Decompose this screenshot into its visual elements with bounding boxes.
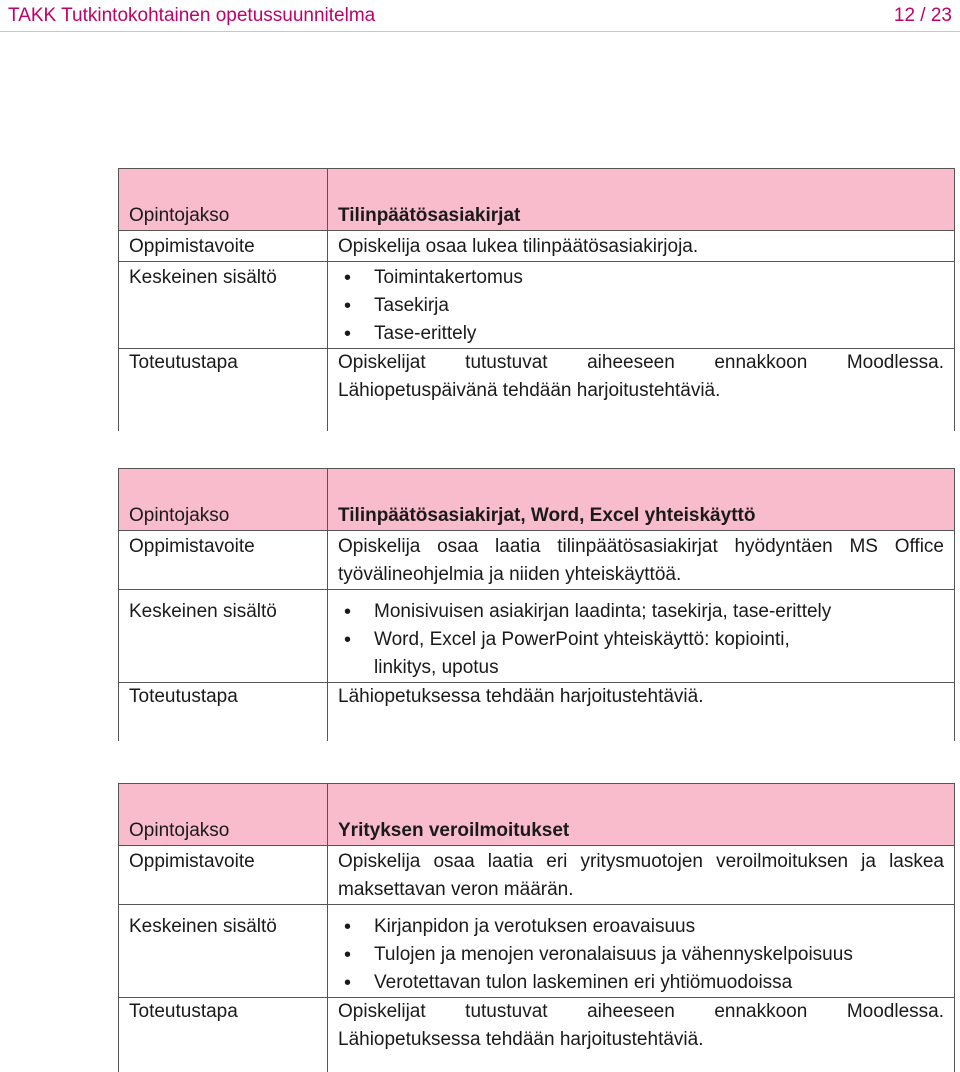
list-item: • Tasekirja [338, 292, 944, 320]
objective-text: Opiskelija osaa lukea tilinpäätösasiakirjoja. [328, 231, 955, 262]
list-item: • Toimintakertomus [338, 264, 944, 292]
course-table [118, 783, 955, 1072]
content-list [328, 590, 955, 683]
page-number: 12 / 23 [893, 5, 952, 26]
method-text: Opiskelijat tutustuvat aiheeseen ennakkoon Moodlessa. Lähiopetuspäivänä tehdään harjoitustehtäviä. [328, 349, 955, 431]
method-label: Toteutustapa [119, 998, 328, 1072]
list-item: • Tase-erittely [338, 320, 944, 348]
document-title: TAKK Tutkintokohtainen opetussuunnitelma [8, 5, 376, 26]
course-title: Yrityksen veroilmoitukset [328, 784, 955, 846]
content-list [328, 262, 955, 349]
list-item: • Word, Excel ja PowerPoint yhteiskäyttö: kopiointi, linkitys, upotus [338, 626, 944, 682]
list-item: • Verotettavan tulon laskeminen eri yhtiömuodoissa [338, 969, 944, 997]
list-item: • Tulojen ja menojen veronalaisuus ja vähennyskelpoisuus [338, 941, 944, 969]
page-header [0, 0, 960, 32]
course-table [118, 168, 955, 431]
objective-label: Oppimistavoite [119, 531, 328, 590]
method-label: Toteutustapa [119, 683, 328, 741]
list-item: • Kirjanpidon ja verotuksen eroavaisuus [338, 913, 944, 941]
course-label: Opintojakso [119, 784, 328, 846]
objective-text: Opiskelija osaa laatia eri yritysmuotojen veroilmoituksen ja laskea maksettavan veron määrän. [328, 846, 955, 905]
objective-label: Oppimistavoite [119, 231, 328, 262]
content-list [328, 905, 955, 998]
content-label: Keskeinen sisältö [119, 262, 328, 349]
course-label: Opintojakso [119, 469, 328, 531]
objective-text: Opiskelija osaa laatia tilinpäätösasiakirjat hyödyntäen MS Office työvälineohjelmia ja niiden yhteiskäyttöä. [328, 531, 955, 590]
course-table [118, 468, 955, 741]
course-title: Tilinpäätösasiakirjat, Word, Excel yhteiskäyttö [328, 469, 955, 531]
list-item: • Monisivuisen asiakirjan laadinta; tasekirja, tase-erittely [338, 598, 944, 626]
objective-label: Oppimistavoite [119, 846, 328, 905]
course-title: Tilinpäätösasiakirjat [328, 169, 955, 231]
method-label: Toteutustapa [119, 349, 328, 431]
method-text: Opiskelijat tutustuvat aiheeseen ennakkoon Moodlessa. Lähiopetuksessa tehdään harjoitustehtäviä. [328, 998, 955, 1072]
method-text: Lähiopetuksessa tehdään harjoitustehtäviä. [328, 683, 955, 741]
content-label: Keskeinen sisältö [119, 905, 328, 998]
course-label: Opintojakso [119, 169, 328, 231]
content-label: Keskeinen sisältö [119, 590, 328, 683]
